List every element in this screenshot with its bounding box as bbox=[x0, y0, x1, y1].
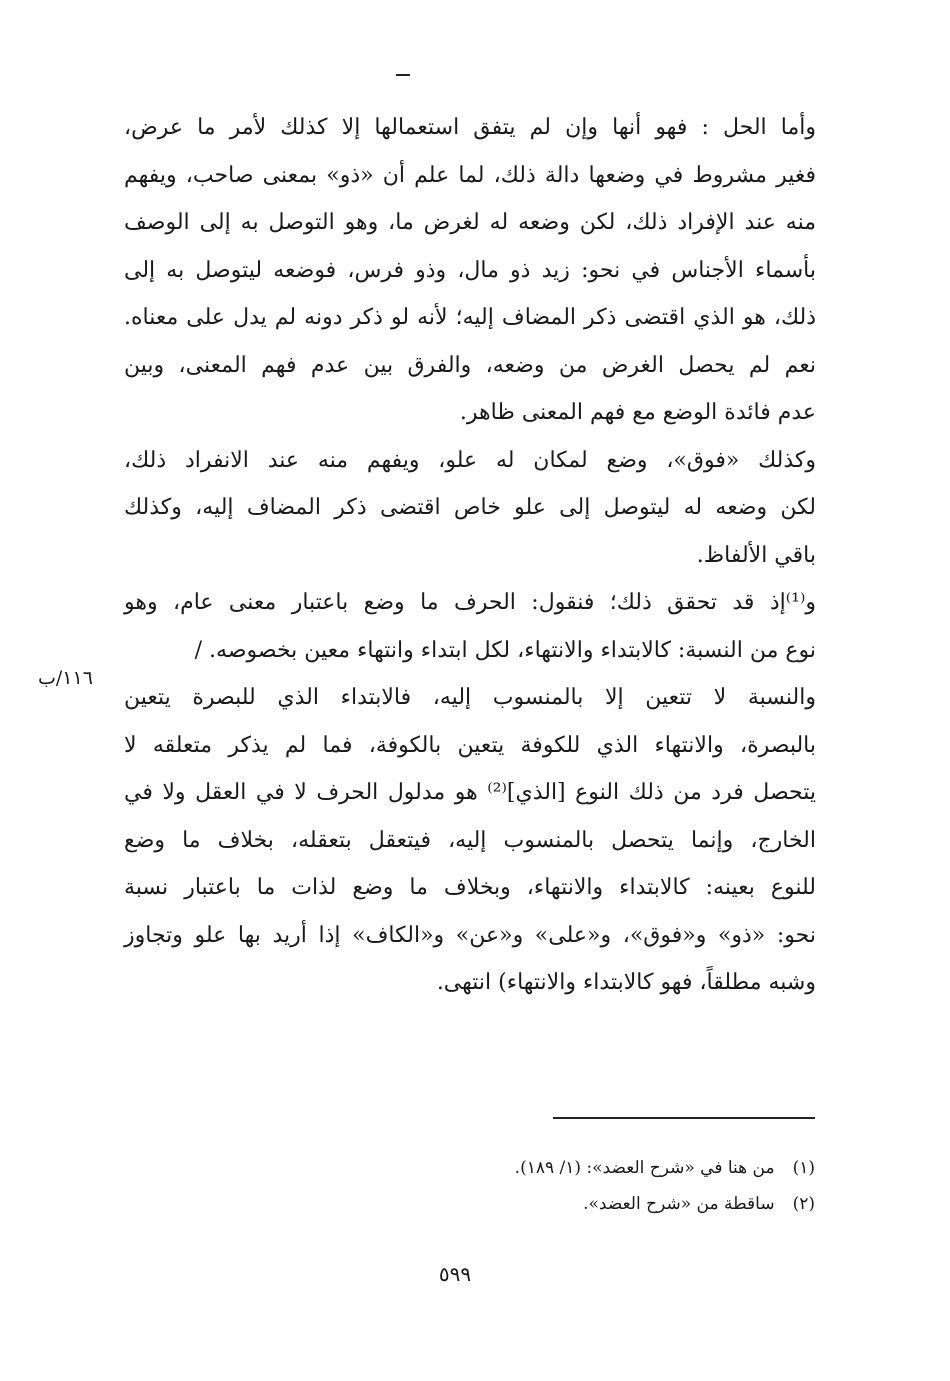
footnote-number: (١) bbox=[792, 1158, 815, 1178]
text-line: فغير مشروط في وضعها دالة ذلك، لما علم أن «ذو» بمعنى صاحب، ويفهم bbox=[124, 162, 816, 188]
text-line: منه عند الإفراد ذلك، لكن وضعه له لغرض ما، وهو التوصل به إلى الوصف bbox=[124, 210, 816, 235]
text-line: يتحصل فرد من ذلك النوع [الذي]⁽²⁾ هو مدلول الحرف لا في العقل ولا في bbox=[124, 780, 816, 805]
text-line: نحو: «ذو» و«فوق»، و«على» و«عن» و«الكاف» إذا أريد بها علو وتجاوز bbox=[124, 922, 816, 948]
text-line: و⁽¹⁾إذ قد تحقق ذلك؛ فنقول: الحرف ما وضع باعتبار معنى عام، وهو bbox=[124, 590, 816, 615]
text-line: والنسبة لا تتعين إلا بالمنسوب إليه، فالابتداء الذي للبصرة يتعين bbox=[124, 685, 816, 710]
footnote-number: (٢) bbox=[792, 1194, 815, 1214]
text-line: بالبصرة، والانتهاء الذي للكوفة يتعين بالكوفة، فما لم يذكر متعلقه لا bbox=[124, 732, 816, 758]
text-line: ذلك، هو الذي اقتضى ذكر المضاف إليه؛ لأنه لو ذكر دونه لم يدل على معناه. bbox=[124, 305, 816, 330]
top-dash-mark bbox=[396, 74, 410, 76]
text-line: لكن وضعه له ليتوصل إلى علو خاص اقتضى ذكر المضاف إليه، وكذلك bbox=[124, 495, 816, 520]
footnote-separator bbox=[553, 1117, 815, 1119]
text-line: نوع من النسبة: كالابتداء والانتهاء، لكل ابتداء وانتهاء معين بخصوصه. / bbox=[194, 637, 816, 663]
text-line: بأسماء الأجناس في نحو: زيد ذو مال، وذو فرس، فوضعه ليتوصل به إلى bbox=[124, 257, 816, 283]
manuscript-folio-marker: ١١٦/ب bbox=[38, 667, 93, 689]
footnote-text: ساقطة من «شرح العضد». bbox=[583, 1194, 775, 1214]
text-line: وشبه مطلقاً، فهو كالابتداء والانتهاء) انتهى. bbox=[436, 970, 816, 995]
text-line: وكذلك «فوق»، وضع لمكان له علو، ويفهم منه عند الانفراد ذلك، bbox=[124, 447, 816, 473]
text-line: الخارج، وإنما يتحصل بالمنسوب إليه، فيتعقل بتعقله، بخلاف ما وضع bbox=[124, 827, 816, 853]
page-number: ٥٩٩ bbox=[438, 1262, 472, 1286]
main-text-body bbox=[124, 104, 816, 1007]
footnote-item bbox=[515, 1150, 815, 1186]
text-line: للنوع بعينه: كالابتداء والانتهاء، وبخلاف ما وضع لذات ما باعتبار نسبة bbox=[124, 875, 816, 900]
text-line: نعم لم يحصل الغرض من وضعه، والفرق بين عدم فهم المعنى، وبين bbox=[124, 352, 816, 378]
text-line: باقي الألفاظ. bbox=[696, 542, 816, 568]
footnote-item bbox=[515, 1186, 815, 1222]
text-line: عدم فائدة الوضع مع فهم المعنى ظاهر. bbox=[459, 400, 816, 425]
footnote-text: من هنا في «شرح العضد»: (١/ ١٨٩). bbox=[514, 1158, 775, 1178]
footnotes bbox=[515, 1150, 815, 1222]
text-line: وأما الحل : فهو أنها وإن لم يتفق استعمالها إلا كذلك لأمر ما عرض، bbox=[124, 115, 816, 140]
